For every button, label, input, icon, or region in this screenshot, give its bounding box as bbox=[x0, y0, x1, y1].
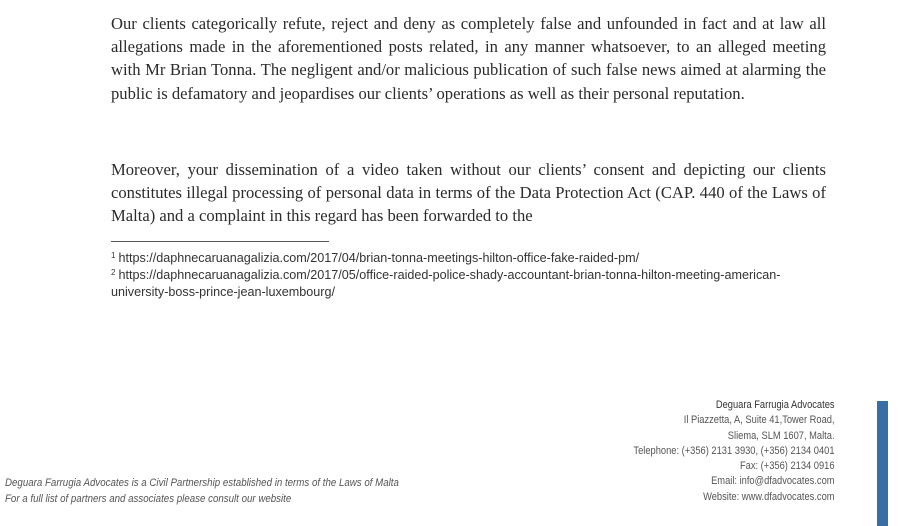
body-paragraph-1: Our clients categorically refute, reject and deny as completely false and unfounded in fact and at law all allegations made in the aforementioned posts related, in any manner whatsoever, to an alleged meeting with Mr Brian Tonna. The negligent and/or malicious publication of such false news aimed at alarming the public is defamatory and jeopardises our clients’ operations as well as their personal reputation. bbox=[111, 14, 826, 103]
firm-address-line-2: Sliema, SLM 1607, Malta. bbox=[728, 429, 835, 442]
footnote-2 bbox=[111, 267, 811, 301]
footnote-1-link[interactable]: https://daphnecaruanagalizia.com/2017/04/brian-tonna-meetings-hilton-office-fake-raided-pm/ bbox=[118, 251, 640, 265]
footnotes bbox=[111, 250, 811, 301]
firm-name: Deguara Farrugia Advocates bbox=[716, 399, 835, 411]
footnote-1 bbox=[111, 250, 811, 267]
disclaimer-line-2: For a full list of partners and associates please consult our website bbox=[5, 492, 292, 505]
footnote-separator bbox=[111, 241, 329, 242]
accent-bar bbox=[877, 401, 888, 526]
firm-email[interactable]: Email: info@dfadvocates.com bbox=[711, 475, 835, 488]
disclaimer-line-1: Deguara Farrugia Advocates is a Civil Partnership established in terms of the Laws of Malta bbox=[5, 477, 399, 489]
firm-fax: Fax: (+356) 2134 0916 bbox=[740, 460, 835, 473]
footnote-2-number: 2 bbox=[111, 268, 116, 277]
firm-website[interactable]: Website: www.dfadvocates.com bbox=[703, 490, 835, 503]
body-paragraph-2: Moreover, your dissemination of a video taken without our clients’ consent and depicting our clients constitutes illegal processing of personal data in terms of the Data Protection Act (CAP. 440 of the Laws of Malta) and a complaint in this regard has been forwarded to the bbox=[111, 160, 826, 226]
firm-contact-block bbox=[634, 398, 835, 505]
firm-disclaimer bbox=[5, 476, 399, 507]
footnote-1-number: 1 bbox=[111, 251, 116, 260]
firm-address-line-1: Il Piazzetta, A, Suite 41,Tower Road, bbox=[684, 414, 835, 427]
footnote-2-link[interactable]: https://daphnecaruanagalizia.com/2017/05/office-raided-police-shady-accountant-brian-tonna-hilton-meeting-american-university-boss-prince-jean-luxembourg/ bbox=[111, 268, 781, 299]
firm-telephone: Telephone: (+356) 2131 3930, (+356) 2134 0401 bbox=[633, 444, 835, 457]
